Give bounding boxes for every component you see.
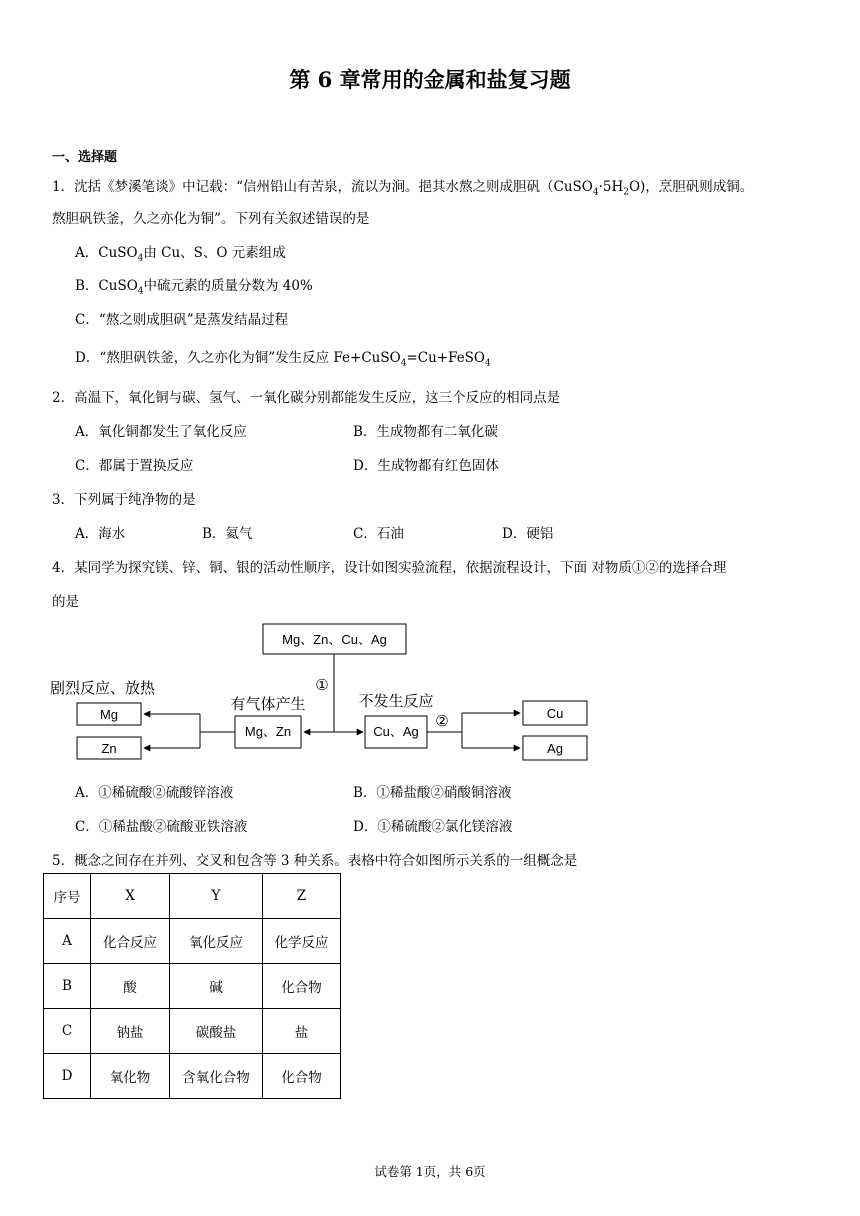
header-cell: Z [263,874,341,919]
table-cell: 酸 [91,964,170,1009]
q4-option-b: B．①稀盐酸②硝酸铜溶液 [353,785,512,801]
page-footer: 试卷第 1页，共 6页 [374,1164,486,1179]
table-header-row [44,874,341,919]
header-cell: 序号 [44,874,91,919]
table-row [44,919,341,964]
table-cell: 化学反应 [263,919,341,964]
q4-stem-line2: 的是 [52,594,79,610]
page-title: 第 6 章常用的金属和盐复习题 [289,67,571,92]
q1-stem-line1: 1．沈括《梦溪笔谈》中记载：“信州铅山有苦泉，流以为涧。挹其水熬之则成胆矾$(CuSO_4\cdot 5H_2O)$，烹胆矾则成铜。 [52,179,754,198]
q3-option-d: D．硬铝 [502,526,554,542]
table-row [44,1054,341,1099]
table-cell: 化合物 [263,1054,341,1099]
q2-option-c: C．都属于置换反应 [75,458,194,474]
flow-diagram [50,620,610,770]
table-cell: A [44,919,91,964]
q3-option-b: B．氦气 [202,526,253,542]
table-cell: C [44,1009,91,1054]
section-heading: 一、选择题 [52,150,118,165]
q4-option-c: C．①稀盐酸②硫酸亚铁溶液 [75,819,248,835]
header-cell: Y [170,874,263,919]
table-cell: 化合反应 [91,919,170,964]
box-cu-label: Cu [546,706,564,721]
box-zn-label: Zn [101,741,117,756]
label-violent-reaction: 剧烈反应、放热 [50,680,156,697]
q4-stem-line1: 4．某同学为探究镁、锌、铜、银的活动性顺序，设计如图实验流程，依据流程设计，下面 对物质①②的选择合理 [52,560,727,576]
q4-option-a: A．①稀硫酸②硫酸锌溶液 [75,785,234,801]
q1-option-c: C．“熬之则成胆矾”是蒸发结晶过程 [75,312,289,328]
q1-stem-line2: 熬胆矾铁釜，久之亦化为铜”。下列有关叙述错误的是 [52,211,370,227]
table-row [44,964,341,1009]
q1-option-a: A．CuSO$_4$由 Cu、S、O 元素组成 [75,245,286,264]
q3-stem: 3．下列属于纯净物的是 [52,492,196,508]
table-cell: 盐 [263,1009,341,1054]
table-row [44,1009,341,1054]
q3-option-c: C．石油 [353,526,404,542]
q5-stem: 5．概念之间存在并列、交叉和包含等 3 种关系。表格中符合如图所示关系的一组概念是 [52,853,578,869]
q4-option-d: D．①稀硫酸②氯化镁溶液 [353,819,513,835]
box-cu-ag-label: Cu、Ag [373,724,419,739]
box-ag-label: Ag [547,741,563,756]
table-cell: 碱 [170,964,263,1009]
table-cell: 氧化反应 [170,919,263,964]
q2-stem: 2．高温下，氧化铜与碳、氢气、一氧化碳分别都能发生反应，这三个反应的相同点是 [52,390,561,406]
label-gas-produced: 有气体产生 [230,696,306,713]
table-cell: 钠盐 [91,1009,170,1054]
box-mg-label: Mg [99,707,119,722]
q1-option-d: D．“熬胆矾铁釜，久之亦化为铜”发生反应 Fe+CuSO$_4$=Cu+FeSO$_4$ [75,350,491,369]
q2-option-a: A．氧化铜都发生了氧化反应 [75,424,247,440]
reagent-2-marker: ② [435,713,449,730]
table-cell: 化合物 [263,964,341,1009]
table-cell: 含氧化合物 [170,1054,263,1099]
table-cell: 氧化物 [91,1054,170,1099]
box-mg-zn-label: Mg、Zn [244,724,292,739]
table-cell: 碳酸盐 [170,1009,263,1054]
q1-option-b: B．CuSO$_4$中硫元素的质量分数为 40% [75,278,313,297]
box-all-metals-label: Mg、Zn、Cu、Ag [282,632,387,647]
header-cell: X [91,874,170,919]
q3-option-a: A．海水 [75,526,126,542]
q2-option-b: B．生成物都有二氧化碳 [353,424,498,440]
label-no-reaction: 不发生反应 [358,693,434,710]
reagent-1-marker: ① [315,677,329,694]
table-cell: D [44,1054,91,1099]
q2-option-d: D．生成物都有红色固体 [353,458,499,474]
concepts-table [43,873,341,1099]
table-cell: B [44,964,91,1009]
